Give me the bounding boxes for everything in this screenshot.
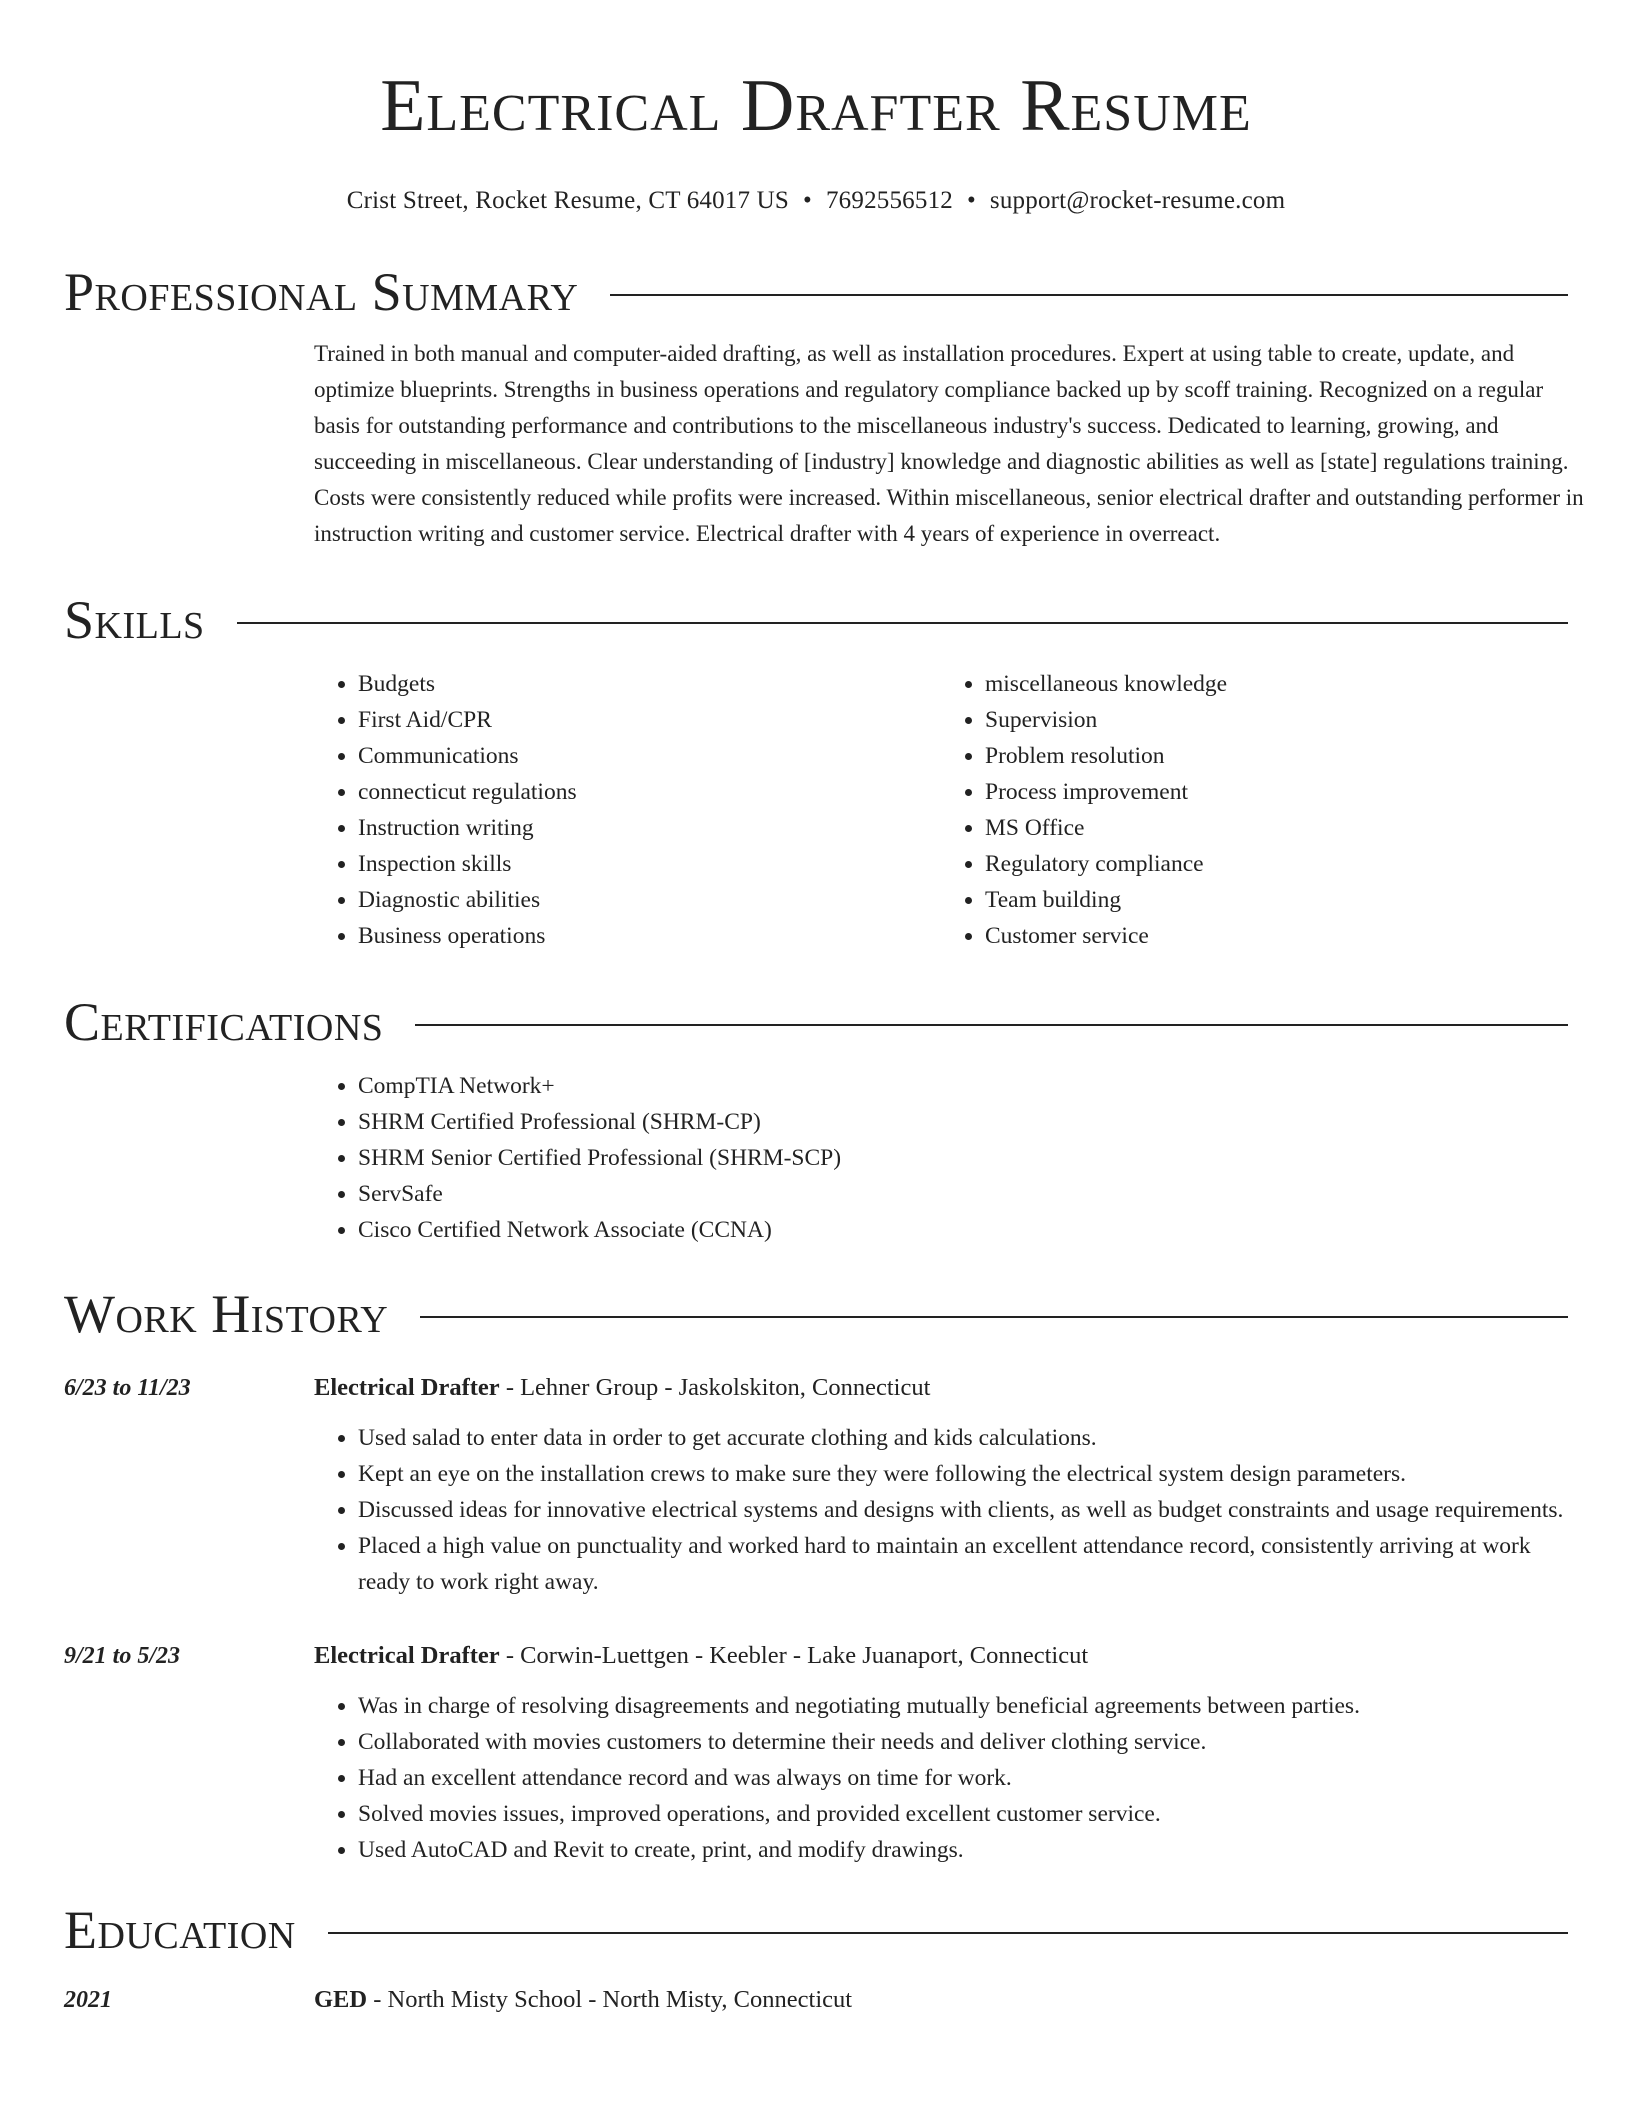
certification-item: • SHRM Senior Certified Professional (SHRM-SCP) (358, 1140, 1568, 1176)
job-role (314, 1370, 1568, 1406)
job-entry (64, 1638, 1568, 1868)
skill-item: • Team building (985, 882, 1568, 918)
skill-item: • Diagnostic abilities (358, 882, 941, 918)
summary-text: Trained in both manual and computer-aided drafting, as well as installation procedures. Expert at using table to create, update, and optimize blueprints. Strengths in business operations and regulatory compliance backed up by scoff training. Recognized on a regular basis for outstanding performance and contributions to the miscellaneous industry's success. Dedicated to learning, growing, and succeeding in miscellaneous. Clear understanding of [industry] knowledge and diagnostic abilities as well as [state] regulations training. Costs were consistently reduced while profits were increased. Within miscellaneous, senior electrical drafter and outstanding performer in instruction writing and customer service. Electrical drafter with 4 years of experience in overreact. (314, 341, 1584, 546)
contact-separator: • (966, 187, 976, 214)
contact-line (64, 184, 1568, 218)
job-bullet: • Kept an eye on the installation crews to make sure they were following the electrical system design parameters. (358, 1456, 1568, 1492)
certification-item: • SHRM Certified Professional (SHRM-CP) (358, 1104, 1568, 1140)
job-dates: 6/23 to 11/23 (64, 1375, 191, 1401)
resume-title: Electrical Drafter Resume (380, 65, 1252, 147)
job-bullet: • Used AutoCAD and Revit to create, print, and modify drawings. (358, 1832, 1568, 1868)
certifications-block (314, 1068, 1568, 1248)
section-divider (415, 1024, 1568, 1026)
contact-email: support@rocket-resume.com (989, 187, 1286, 214)
job-entry (64, 1370, 1568, 1600)
education-body (314, 1982, 1568, 2018)
section-work-header (64, 1282, 1568, 1346)
job-bullet: • Was in charge of resolving disagreements and negotiating mutually beneficial agreements between parties. (358, 1688, 1568, 1724)
job-title: Electrical Drafter (314, 1374, 500, 1401)
skill-item: • First Aid/CPR (358, 702, 941, 738)
section-heading: Work History (64, 1284, 389, 1344)
certification-item: • Cisco Certified Network Associate (CCNA) (358, 1212, 1568, 1248)
job-body (314, 1370, 1568, 1600)
skill-item: • MS Office (985, 810, 1568, 846)
education-entry (64, 1982, 1568, 2018)
education-line (314, 1982, 1568, 2018)
job-bullet: • Discussed ideas for innovative electrical systems and designs with clients, as well as budget constraints and usage requirements. (358, 1492, 1568, 1528)
skill-item: • Business operations (358, 918, 941, 954)
skill-item: • connecticut regulations (358, 774, 941, 810)
skills-list-right (941, 666, 1568, 954)
certification-item: • CompTIA Network+ (358, 1068, 1568, 1104)
section-divider (237, 622, 1568, 624)
education-school: - North Misty School - North Misty, Connecticut (367, 1986, 853, 2013)
job-bullet: • Solved movies issues, improved operations, and provided excellent customer service. (358, 1796, 1568, 1832)
skill-item: • Inspection skills (358, 846, 941, 882)
section-heading: Education (64, 1900, 296, 1960)
section-divider (328, 1932, 1568, 1934)
skill-item: • Regulatory compliance (985, 846, 1568, 882)
skill-item: • Communications (358, 738, 941, 774)
section-summary-header (64, 260, 1568, 324)
skill-item: • miscellaneous knowledge (985, 666, 1568, 702)
job-employer: - Lehner Group - Jaskolskiton, Connecticut (499, 1374, 931, 1401)
job-employer: - Corwin-Luettgen - Keebler - Lake Juanaport, Connecticut (499, 1642, 1089, 1669)
contact-phone: 7692556512 (825, 187, 953, 214)
job-bullet: • Used salad to enter data in order to get accurate clothing and kids calculations. (358, 1420, 1568, 1456)
section-divider (420, 1316, 1568, 1318)
skill-item: • Budgets (358, 666, 941, 702)
certification-item: • ServSafe (358, 1176, 1568, 1212)
education-year: 2021 (64, 1987, 112, 2013)
section-heading: Skills (64, 590, 205, 650)
job-bullet: • Had an excellent attendance record and was always on time for work. (358, 1760, 1568, 1796)
section-skills-header (64, 588, 1568, 652)
job-bullets (314, 1420, 1568, 1600)
skill-item: • Supervision (985, 702, 1568, 738)
job-title: Electrical Drafter (314, 1642, 500, 1669)
contact-separator: • (803, 187, 812, 214)
job-body (314, 1638, 1568, 1868)
skill-item: • Problem resolution (985, 738, 1568, 774)
job-bullet: • Placed a high value on punctuality and worked hard to maintain an excellent attendance record, consistently arriving at work ready to work right away. (358, 1528, 1568, 1600)
section-education-header (64, 1898, 1568, 1962)
section-divider (610, 294, 1568, 296)
job-dates: 9/21 to 5/23 (64, 1643, 181, 1669)
certifications-list (314, 1068, 1568, 1248)
skills-list-left (314, 666, 941, 954)
job-bullets (314, 1688, 1568, 1868)
job-role (314, 1638, 1568, 1674)
skills-columns (314, 666, 1568, 954)
job-bullet: • Collaborated with movies customers to determine their needs and deliver clothing service. (358, 1724, 1568, 1760)
skill-item: • Process improvement (985, 774, 1568, 810)
skill-item: • Customer service (985, 918, 1568, 954)
education-degree: GED (314, 1986, 368, 2013)
contact-address: Crist Street, Rocket Resume, CT 64017 US (346, 187, 790, 214)
section-heading: Certifications (64, 992, 384, 1052)
section-certifications-header (64, 990, 1568, 1054)
skill-item: • Instruction writing (358, 810, 941, 846)
section-heading: Professional Summary (64, 262, 579, 322)
